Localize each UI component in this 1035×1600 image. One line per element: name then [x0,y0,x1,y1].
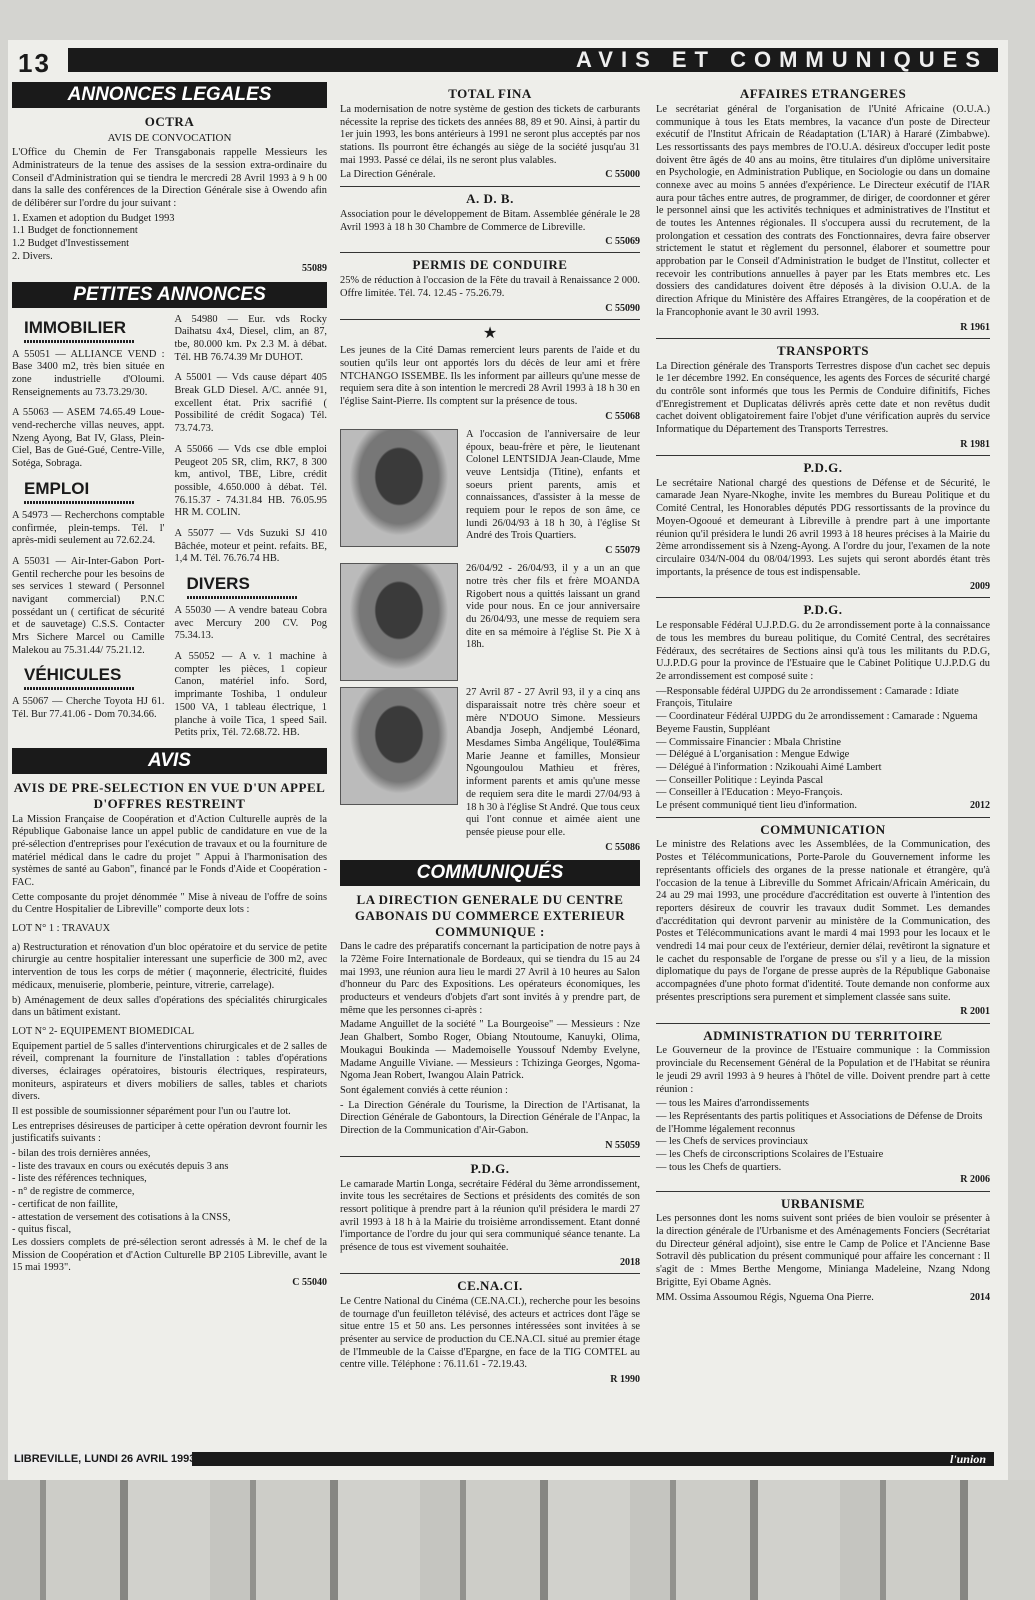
classified-ad: A 55031 — Air-Inter-Gabon Port-Gentil recherche pour les besoins de ses services 1 steward ( Personnel navigant commercial) P.N.C possédant un ( certificat de sécurité et de sauvetage) C.S.S. Contacter Mrs Sichere Marcel ou Camille Malekou au 75.31.44/ 75.21.12. [12,555,165,656]
obituary-ndouo [340,687,640,853]
divider [24,687,134,690]
communication-title: COMMUNICATION [760,821,886,837]
octra-subtitle: AVIS DE CONVOCATION [107,131,232,144]
ref-number: R 1981 [960,438,990,450]
divider [656,338,990,339]
dgcce-paragraph: Sont également conviés à cette réunion : [340,1084,508,1096]
star-icon: ★ [482,324,498,342]
obituary-body: 27 Avril 87 - 27 Avril 93, il y a cinq ans disparaissait notre très chère soeur et mère N'DOUO Simone. Messieurs Abandja Joseph, Andjembé Léonard, Mesdames Simba Angélique, Touléकima Marie Jeanne et familles, Monsieur Ngoungoulou Mathieu et frères, informent parents et amis qu'une messe de requiem sera dite le mardi 27/04/93 à 18 h 30 à l'église St André. Que tous ceux qui l'ont connue et aimée aient une pensée pieuse pour elle. [466,687,640,838]
divider [656,1191,990,1192]
ref-number: 2014 [970,1291,990,1303]
avis-banner: AVIS [12,748,327,774]
divider [656,597,990,598]
scan-artifact [0,1480,1035,1600]
list-item: 1.2 Budget d'Investissement [12,238,130,250]
total-body: La modernisation de notre système de gestion des tickets de carburants nécessite la reprise des tickets des années 88, 89 et 90. Ainsi, à partir du 1er juin 1993, les bons antérieurs à 1991 ne seront plus acceptés par nos stations. Ils pourront être échangés au siège de la société jusqu'au 31 mai 1993. Passé ce délai, ils ne seront plus valables. [340,103,640,166]
page-number: 13 [18,48,51,78]
classifieds-left [12,314,165,748]
classified-ad: A 54973 — Recherchons comptable confirmée, plein-temps. Tél. l' après-midi seulement au 72.62.24. [12,509,165,547]
list-item: — Délégué à l'information : Nzikouahi Aimé Lambert [656,761,882,773]
ref-number: N 55059 [605,1139,640,1151]
classified-ad: A 55001 — Vds cause départ 405 Break GLD Diesel. A/C. année 91, excellent état. Prix sacrifié ( Possibilité de crédit Sogaca) Tél. 73.74.73. [174,372,327,435]
divider [24,501,134,504]
divers-heading: DIVERS [186,574,250,594]
obituary-body: A l'occasion de l'anniversaire de leur époux, beau-frère et père, le lieutenant Colonel LENTSIDJA Jean-Claude, Mme veuve Lentsidja (Titine), enfants et soeurs prient parents, amis et connaissances, d'assister à la messe de requiem pour le repos de son âme, ce lundi 26/04/93 à 18 h 30, à l'église St André des Trois Quartiers. [466,428,640,542]
octra-body: L'Office du Chemin de Fer Transgabonais rappelle Messieurs les Administrateurs de la tenue des assises de la session extra-ordinaire du Conseil d'Administration qui se tiendra le mercredi 28 Avril 1993 à 9 h 00 dans la salle des conférences de la Direction Générale sise à Owendo afin de délibérer sur l'ordre du jour suivant : [12,147,327,210]
cite-damas-body: Les jeunes de la Cité Damas remercient leurs parents de l'aide et du soutien qu'ils leur ont apportés lors du décès de leur ami et frère NTCHANGO ISSEMBE. Ils les informent par ailleurs qu'une messe de requiem sera dite à son intention le mercredi 28 Avril 1993 à 18 h 30 en l'église Saint-Pierre. Ils comptent sur la présence de tous. [340,345,640,408]
urbanisme-title: URBANISME [781,1195,865,1211]
column-1 [12,82,327,1289]
ref-number: R 1961 [960,321,990,333]
petites-annonces-banner: PETITES ANNONCES [12,282,327,308]
permis-body: 25% de réduction à l'occasion de la Fête du travail à Renaissance 2 000. Offre limitée. Tél. 74. 12.45 - 75.26.79. [340,275,640,299]
ref-number: C 55000 [605,169,640,181]
justificatifs-list [12,1148,327,1237]
dateline: LIBREVILLE, LUNDI 26 AVRIL 1993 [14,1453,196,1465]
permis-title: PERMIS DE CONDUIRE [412,257,568,273]
ref-number: 2009 [970,581,990,593]
total-title: TOTAL FINA [448,86,532,101]
divider [340,1156,640,1157]
affaires-etrangeres-title: AFFAIRES ETRANGERES [739,86,907,101]
avis-paragraph: b) Aménagement de deux salles d'opérations des spécialités chirurgicales dans un bâtiment existant. [12,994,327,1019]
administration-body: Le Gouverneur de la province de l'Estuaire communique : la Commission provinciale du Recensement Général de la Population et de l'Habitat se réunira le jeudi 29 avril 1993 à 9 heures à l'hôtel de ville. Doivent prendre part à cette réunion : [656,1045,990,1095]
classified-ad: A 55077 — Vds Suzuki SJ 410 Bâchée, moteur et peint. refaits. BE, 1,4 M. Tél. 76.76.74 HB. [174,527,327,565]
divider [187,596,297,599]
avis-paragraph: Equipement partiel de 5 salles d'interventions chirurgicales et de 2 salles de réveil, comprenant la fourniture de l'installation : tables d'opérations diverses, éclairages opératoires, bistouris électriques, respirateurs, moniteurs, aspirateurs et divers mobiliers de salles, tables et chariots divers. [12,1040,327,1103]
transports-title: TRANSPORTS [777,342,869,358]
portrait-photo [340,429,458,547]
ref-number: R 2006 [960,1174,990,1186]
octra-agenda [12,213,327,264]
ref-number: C 55079 [605,545,640,557]
immobilier-heading: IMMOBILIER [24,317,126,337]
list-item: 1.1 Budget de fonctionnement [12,225,138,237]
list-item: — Conseiller Politique : Leyinda Pascal [656,774,824,786]
list-item: - liste des travaux en cours ou exécutés depuis 3 ans [12,1160,229,1172]
dgcce-paragraph: Madame Anguillet de la société " La Bourgeoise" — Messieurs : Nze Jean Ghalbert, Sombo Roger, Obiang Ntoutoume, Kanuyki, Olima, Moukagui Boukinda — Mademoiselle Youssouf Ndemby Evelyne, Madame Anguille Viviane. — Messieurs : Tchizinga Georges, Ngoma-Ngoma Jean Robert, Iwangou Alain Patrick. [340,1019,640,1082]
ref-number: C 55069 [605,236,640,248]
urbanisme-end-row [656,1292,990,1305]
list-item: — tous les Maires d'arrondissements [656,1098,810,1110]
portrait-photo [340,687,458,805]
list-item: 1. Examen et adoption du Budget 1993 [12,212,175,224]
pdg-body: Le camarade Martin Longa, secrétaire Fédéral du 3ème arrondissement, invite tous les secrétaires de Sections et présidents des comités de son ressort politique à prendre part à la réunion qu'il présidera le mardi 27 avril 1993 à 18 h à la Mairie du troisième arrondissement. Etant donné l'importance de l'ordre du jour qui sera communiqué séance tenante. La présence de tous est vivement souhaitée. [340,1178,640,1254]
list-item: — Délégué à L'organisation : Mengue Edwige [656,749,850,761]
divider [656,817,990,818]
divider [24,340,134,343]
section-title: AVIS ET COMMUNIQUES [576,47,988,72]
obituary-lentsidja [340,429,640,557]
urbanisme-body: Les personnes dont les noms suivent sont priées de bien vouloir se présenter à la direction générale de l'Urbanisme et des Aménagements Fonciers (Secrétariat du Directeur général adjoint), sise entre le Camp de Police et l'Ancienne Base Sotravil dès publication du présent communiqué pour affaire les concernant : Il s'agit de : Mmes Berthe Mengome, Minianga Madeleine, Nzang Ndong Brigitte, Eyi Obame Agnès. [656,1213,990,1288]
list-item: — les Représentants des partis politiques et Associations de Défense de Droits de l'Homme légalement reconnus [656,1110,983,1135]
avis-title: AVIS DE PRE-SELECTION EN VUE D'UN APPEL D'OFFRES RESTREINT [13,779,326,811]
classified-ad: A 55030 — A vendre bateau Cobra avec Mercury 200 CV. Pog 75.34.13. [174,605,327,642]
divider [340,319,640,320]
dgcce-paragraph: Dans le cadre des préparatifs concernant la participation de notre pays à la 72ème Foire Internationale de Bordeaux, qui se tiendra du 15 au 24 mai 1993, une réunion aura lieu le mardi 27 Avril à 10 heures au Salon d'honneur du Parc des Expositions. Les opérateurs économiques, les producteurs et vendeurs d'objets d'art sont invités à y prendre part, de même que les personnes ci-après : [340,941,640,1016]
transports-body: La Direction générale des Transports Terrestres dispose d'un cachet sec depuis le 1er décembre 1992. En conséquence, les agents des Forces de sécurité chargé du contrôle sont informés que tous les Permis de Conduire difinitifs, Fiches d'Enregistrement et Duplicatas délivrés après cette date et non revêtus dudit cachet doivent obligatoirement faire l'objet d'une vérification auprès du service Informatique du Département des Transports Terrestres. [656,360,990,436]
vehicules-heading: VÉHICULES [24,665,122,685]
divider [340,252,640,253]
avis-paragraph: Les entreprises désireuses de participer à cette opération devront fournir les justificatifs suivants : [12,1120,327,1145]
dgcce-title: LA DIRECTION GENERALE DU CENTRE GABONAIS DU COMMERCE EXTERIEUR COMMUNIQUE : [354,891,626,939]
classified-ad: A 54980 — Eur. vds Rocky Daihatsu 4x4, Diesel, clim, an 87, tbe, 80.000 km. Px 2.3 M. à débat. Tél. HB 76.74.39 Mr DUHOT. [174,313,327,363]
communication-body: Le ministre des Relations avec les Assemblées, de la Communication, des Postes et Télécommunications, Porte-Parole du Gouvernement informe les représentants officiels des organes de la presse nationale et étrangère, qu'à l'occasion de la tenue à Libreville du Sommet Africain/Africain Américain, du 24 au 29 mai 1993, une procédure d'accréditation est ouverte à l'intention des reporters désireux de couvrir les travaux dudit Sommet. Les demandes d'accréditation qui devront parvenir au ministère de la Communication, des Postes et Télécommunications avant le mardi 4 mai 1993 pour les locaux et le vendredi 14 mai pour ceux de l'extérieur, dernier délai, revêtiront la signature et le cachet du responsable de l'organe de presse ou s'il y a lieu, de la mission diplomatique du pays de l'organe de presse auprès de la République Gabonaise accompagnées d'une photo format d'identité. Toute demande non conforme aux présentes prescriptions sera purement et simplement classée sans suite. [656,839,990,1003]
adb-body: Association pour le développement de Bitam. Assemblée générale le 28 Avril 1993 à 18 h 30 Chambre de Commerce de Libreville. [340,208,640,233]
list-item: — Coordinateur Fédéral UJPDG du 2e arrondissement : Camarade : Nguema Beyeme Faustin, Suppléant [656,711,978,735]
list-item: - bilan des trois dernières années, [12,1148,151,1160]
closing-line: Le présent communiqué tient lieu d'information. [656,799,857,811]
list-item: - liste des références techniques, [12,1173,147,1185]
column-2 [340,82,640,1386]
dgcce-paragraph: - La Direction Générale du Tourisme, la Direction de l'Artisanat, la Direction Générale de Gabontours, la Direction Générale de l'Anpac, la Direction de la Communication d'Air-Gabon. [340,1099,640,1136]
divider [340,186,640,187]
footer-bar [12,1452,994,1466]
ref-number: C 55040 [292,1276,327,1288]
list-item: - quitus fiscal, [12,1224,72,1236]
octra-title: OCTRA [144,114,195,129]
list-item: — les Chefs de circonscriptions Scolaires de l'Estuaire [656,1148,884,1160]
ref-number: R 1990 [610,1374,640,1386]
signature: La Direction Générale. [340,169,436,181]
administration-title: ADMINISTRATION DU TERRITOIRE [703,1027,943,1043]
cabinet-list [656,686,990,800]
lot-2-heading: LOT N° 2- EQUIPEMENT BIOMEDICAL [12,1025,195,1037]
ref-number: R 2001 [960,1006,990,1018]
avis-paragraph: La Mission Française de Coopération et d'Action Culturelle auprès de la République Gabonaise lance un appel public de candidature en vue de la pré-sélection d'entreprises pour l'exécution de travaux et ou la fourniture de matériel médical dans le cadre du projet " Appui à l'harmonisation des systèmes de santé au Gabon", financé par le Fonds d'Aide et Coopération - FAC. [12,813,327,889]
avis-paragraph: Les dossiers complets de pré-sélection seront adressés à M. le chef de la Mission de Coopération et d'Action Culturelle BP 2105 Libreville, avant le 15 mai 1993". [12,1236,327,1274]
ref-number: 2012 [970,799,990,811]
list-item: — tous les Chefs de quartiers. [656,1161,782,1173]
list-item: 2. Divers. [12,250,53,262]
communiques-banner: COMMUNIQUÉS [340,860,640,886]
closing-line: MM. Ossima Assoumou Régis, Nguema Ona Pierre. [656,1291,874,1303]
divider [656,1023,990,1024]
obituary-body: 26/04/92 - 26/04/93, il y a un an que notre très cher fils et frère MOANDA Rigobert nous a quittés laissant un grand vide pour nous. En ce jour anniversaire du 26/04/93, une messe de requiem sera dite en sa mémoire à l'église St. Pie X à 18h. [466,563,640,651]
list-item: —Responsable fédéral UJPDG du 2e arrondissement : Camarade : Idiate François, Titulaire [656,685,959,710]
ref-number: C 55086 [605,841,640,853]
attendees-list [656,1098,990,1174]
avis-paragraph: a) Restructuration et rénovation d'un bloc opératoire et du service de petite chirurgie au centre hospitalier interessant une superficie de 300 m2, avec intervention de tous les corps de métier ( maçonnerie, électricité, fluides médicaux, menuiserie, plomberie, peinture, vitrerie, carrelage). [12,941,327,991]
list-item: — Conseiller à l'Education : Meyo-François. [656,787,843,799]
affaires-etrangeres-body: Le secrétariat général de l'organisation de l'Unité Africaine (O.U.A.) communique à tous les Etats membres, la vacance d'un poste de Directeur exécutif de l'Institut Africain de Réadaptation (L'IAR) à Hararé (Zimbabwe). Les ressortissants des pays membres de l'O.U.A. désireux d'occuper ledit poste doivent être âgés de 40 ans au moins, être titulaires d'un diplôme universitaire en Psychologie, en Administration Publique, en Sociologie ou dans un domaine connexe avec au moins 5 années d'expérience. Le Directeur exécutif de l'IAR aura pour tâches entre autres, de programmer, de diriger, de coordonner et gérer le personnel ainsi que les activités techniques et administratives de l'Institut et de toutes les Antennes régionales. Il s'occupera aussi du recrutement, de la prolongation et cessation des contrats des Fonctionnaires, devra faire observer strictement le statut et règlement du personnel, élaborer et soumettre pour approbation par le Conseil d'Administration le budget de l'Institut, collecter et recevoir les contributions annuelles à payer par les Etats membres etc. Les dossiers des candidatures doivent être déposés à la division O.U.A. de la direction Afrique du Ministère des Affaires Etrangères, de la coopération et de la Francophonie avant le 30 avril 1993. [656,103,990,318]
avis-paragraph: Cette composante du projet dénommée " Mise à niveau de l'offre de soins du Centre Hospitalier de Libreville" comporte deux lots : [12,891,327,916]
list-item: — les Chefs de services provinciaux [656,1136,809,1148]
pdg-body: Le responsable Fédéral U.J.P.D.G. du 2e arrondissement porte à la connaissance de tous les membres du bureau politique, du Comité Central, des secrétaires Fédéraux, des secrétaires de Sections ainsi qu'à tous les militants du P.D.G, U.J.P.D.G pour la province de l'Estuaire que le Cabinet Politique U.J.P.D.G du 2e arrondissement est composé suite : [656,620,990,683]
classifieds-right [175,314,328,748]
emploi-heading: EMPLOI [24,478,90,498]
classified-ad: A 55063 — ASEM 74.65.49 Loue-vend-recherche villas neuves, appt. Nzeng Ayong, Bat IV, Glass, Plein-Ciel, Bas de Gué-Gué, Centre-Ville, Sotéga, Sobraga. [12,407,165,470]
divider [656,455,990,456]
pdg-title: P.D.G. [470,1160,510,1176]
list-item: — Commissaire Financier : Mbala Christine [656,736,841,748]
classified-ad: A 55067 — Cherche Toyota HJ 61. Tél. Bur 77.41.06 - Dom 70.34.66. [12,696,165,721]
portrait-photo [340,563,458,681]
section-header-bar [68,48,998,72]
list-item: - certificat de non faillite, [12,1198,118,1210]
avis-paragraph: Il est possible de soumissionner séparément pour l'un ou l'autre lot. [12,1106,291,1118]
cenaci-title: CE.NA.CI. [457,1278,523,1294]
pdg-title: P.D.G. [803,459,843,475]
pdg2-end-row [656,800,990,813]
classified-ad: A 55052 — A v. 1 machine à compter les pièces, 1 copieur Canon, matériel info. Sord, imprimante Toshiba, 1 onduleur 1500 VA, 1 tableau électrique, 1 planche à voile Tica, 1 speed Sail. Petits prix, Tél. 72.68.72. HB. [174,651,327,739]
total-sign-row [340,169,640,182]
list-item: - attestation de versement des cotisations à la CNSS, [12,1211,231,1223]
list-item: - n° de registre de commerce, [12,1186,135,1198]
adb-title: A. D. B. [466,190,514,206]
ref-number: 2018 [620,1256,640,1268]
pdg-body: Le secrétaire National chargé des questions de Défense et de Sécurité, le camarade Jean Nyare-Nkoghe, invite les membres du Bureau Politique et du Comité Central, les Honorables députés PDG ressortissants de la province du Moyen-Ogooué et demeurant à Libreville à prendre part à une importante réunion qu'il présidera le lundi 26 avril 1993 à 18 heures précises à la Mairie du 2ème arrondissement sis à Nzeng-Ayong. A l'ordre du jour, l'examen de la note circulaire 034/N-004 du 08/04/1993. Les sujets qui seront abordés étant très importants, la présence de tous est indispensable. [656,477,990,578]
column-3 [656,82,990,1304]
lot-1-heading: LOT N° 1 : TRAVAUX [12,923,111,935]
divider [340,1273,640,1274]
annonces-legales-banner: ANNONCES LEGALES [12,82,327,108]
newspaper-page [8,40,1008,1480]
newspaper-name: l'union [949,1451,986,1466]
obituary-moanda [340,563,640,681]
classified-ad: A 55051 — ALLIANCE VEND : Base 3400 m2, très bien située en zone industrielle d'Oloumi. Renseignements au 73.73.29/30. [12,348,165,398]
pdg-title: P.D.G. [803,602,843,618]
ref-number: C 55090 [605,302,640,314]
ref-number: 55089 [302,263,327,275]
classifieds-grid [12,314,327,748]
cenaci-body: Le Centre National du Cinéma (CE.NA.CI.), recherche pour les besoins de tournage d'un feuilleton télévisé, des acteurs et actrices dont l'âge se situe entre 15 et 50 ans. Les personnes intéressées sont invitées à se présenter au service de production du CE.NA.CI. situé au premier étage de l'Immeuble de la Caisse d'Epargne, en face de la TIG COMTEL au centre ville. Téléphone : 76.11.61 - 72.19.43. [340,1295,640,1371]
ref-number: C 55068 [605,410,640,422]
classified-ad: A 55066 — Vds cse dble emploi Peugeot 205 SR, clim, RK7, 8 300 km, antivol, TBE, Libre, crédit possible, 4.650.000 à débat. Tél. 76.15.37 - 74.31.84 HB. 76.05.95 HR M. COLIN. [174,443,327,519]
